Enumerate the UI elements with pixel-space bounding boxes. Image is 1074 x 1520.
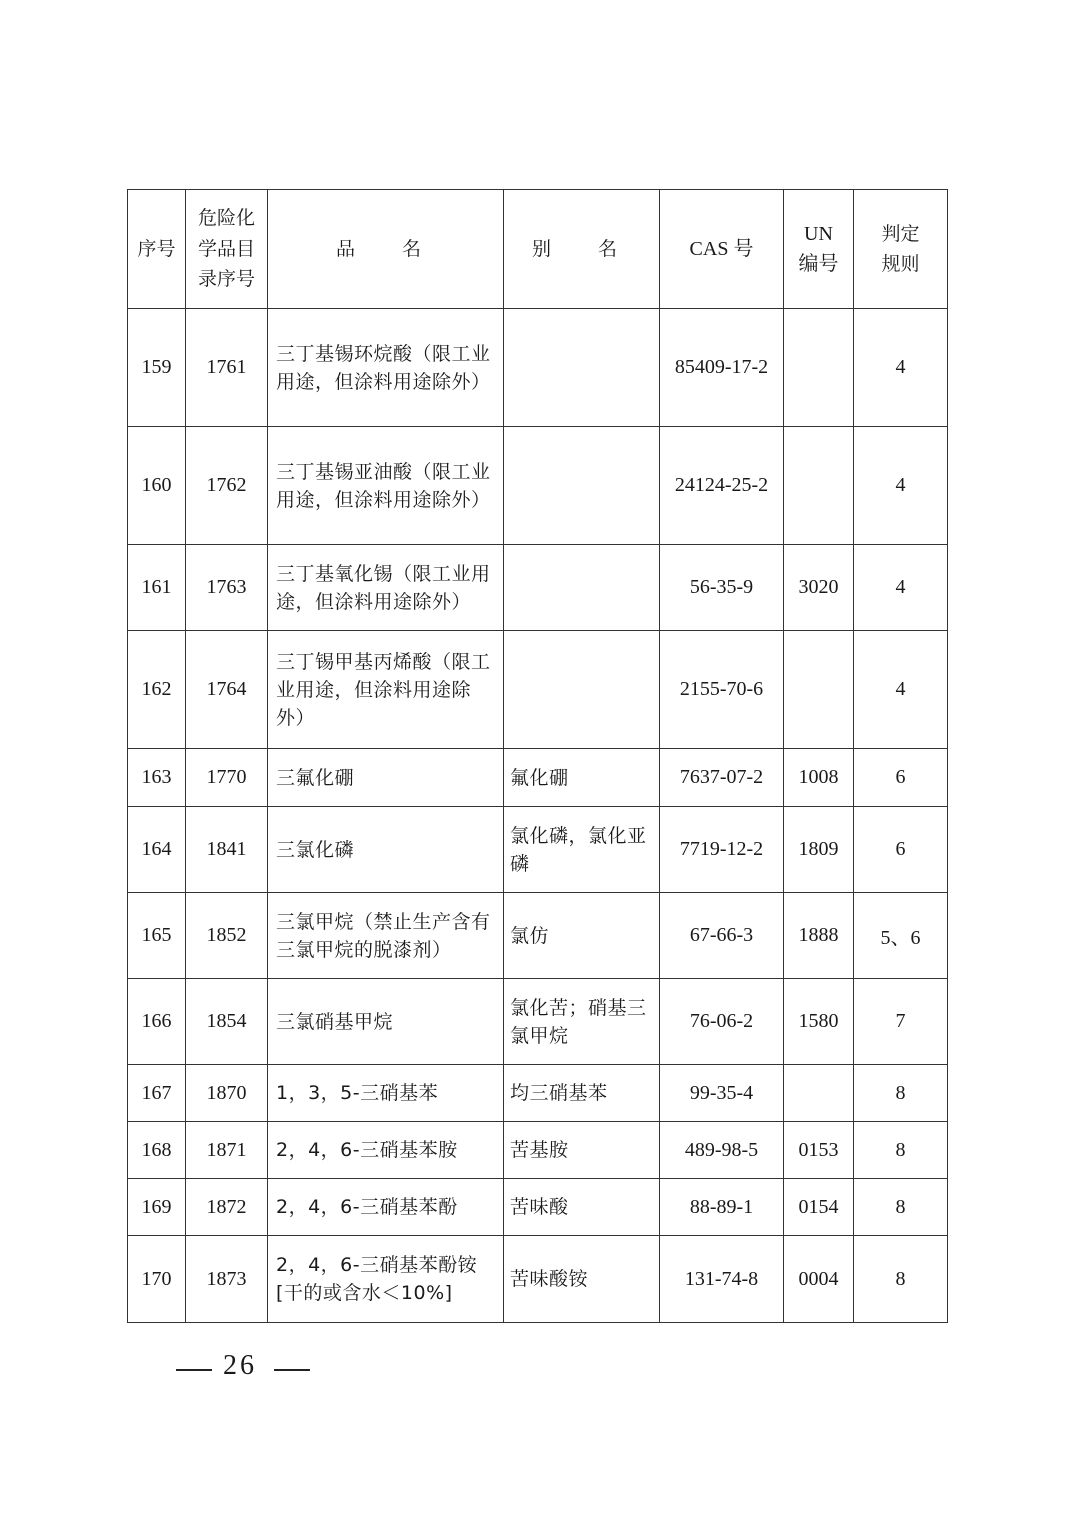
cell-alias: 苦味酸铵 [504,1236,660,1323]
cell-name: 三氯硝基甲烷 [268,979,504,1065]
cell-rule: 8 [854,1236,948,1323]
table-row [128,1122,948,1179]
cell-name: 三氟化硼 [268,749,504,807]
cell-name: 三丁锡甲基丙烯酸（限工业用途，但涂料用途除外） [268,631,504,749]
cell-cas: 7637-07-2 [660,749,784,807]
cell-rule: 5、6 [854,893,948,979]
cell-alias: 氯仿 [504,893,660,979]
cell-cas: 7719-12-2 [660,807,784,893]
table-row [128,979,948,1065]
cell-name: 三丁基锡环烷酸（限工业用途，但涂料用途除外） [268,309,504,427]
table-row [128,545,948,631]
cell-alias: 均三硝基苯 [504,1065,660,1122]
cell-cas: 76-06-2 [660,979,784,1065]
cell-seq: 165 [128,893,186,979]
header-row [128,190,948,309]
cell-un: 3020 [784,545,854,631]
cell-name: 1，3，5-三硝基苯 [268,1065,504,1122]
table-row [128,1065,948,1122]
cell-cas: 56-35-9 [660,545,784,631]
cell-alias: 氯化苦；硝基三氯甲烷 [504,979,660,1065]
cell-alias: 氯化磷，氯化亚磷 [504,807,660,893]
header-cas-number: CAS 号 [660,190,784,309]
table-row [128,309,948,427]
cell-rule: 8 [854,1065,948,1122]
cell-rule: 4 [854,545,948,631]
cell-rule: 7 [854,979,948,1065]
table-row [128,807,948,893]
cell-catalog: 1872 [186,1179,268,1236]
table-row [128,427,948,545]
hazardous-chemicals-table-container [127,189,947,1323]
cell-cas: 2155-70-6 [660,631,784,749]
cell-un [784,1065,854,1122]
header-seq: 序号 [128,190,186,309]
cell-un: 1008 [784,749,854,807]
cell-un: 0154 [784,1179,854,1236]
cell-seq: 169 [128,1179,186,1236]
cell-un [784,427,854,545]
page-footer [170,1350,310,1390]
cell-seq: 167 [128,1065,186,1122]
header-product-name-text: 品 名 [335,237,435,260]
cell-un: 0004 [784,1236,854,1323]
cell-cas: 85409-17-2 [660,309,784,427]
cell-un: 0153 [784,1122,854,1179]
cell-seq: 170 [128,1236,186,1323]
cell-seq: 160 [128,427,186,545]
cell-catalog: 1871 [186,1122,268,1179]
cell-alias [504,545,660,631]
cell-catalog: 1770 [186,749,268,807]
cell-cas: 489-98-5 [660,1122,784,1179]
cell-un [784,309,854,427]
cell-catalog: 1852 [186,893,268,979]
cell-alias [504,631,660,749]
table-row [128,749,948,807]
cell-cas: 88-89-1 [660,1179,784,1236]
cell-name: 2，4，6-三硝基苯酚铵[干的或含水＜10%] [268,1236,504,1323]
cell-catalog: 1854 [186,979,268,1065]
cell-seq: 162 [128,631,186,749]
cell-catalog: 1764 [186,631,268,749]
table-row [128,1179,948,1236]
cell-name: 三氯化磷 [268,807,504,893]
table-row [128,1236,948,1323]
cell-name: 三丁基氧化锡（限工业用途，但涂料用途除外） [268,545,504,631]
page-number: 26 [223,1350,257,1381]
cell-rule: 6 [854,749,948,807]
cell-un: 1580 [784,979,854,1065]
cell-rule: 4 [854,309,948,427]
hazardous-chemicals-table [127,189,948,1323]
cell-alias: 苦味酸 [504,1179,660,1236]
header-alias-text: 别 名 [531,237,631,260]
cell-alias: 氟化硼 [504,749,660,807]
cell-catalog: 1762 [186,427,268,545]
header-catalog-seq: 危险化学品目录序号 [186,190,268,309]
cell-alias [504,427,660,545]
cell-alias [504,309,660,427]
footer-dash-left [176,1369,212,1371]
header-rule: 判定规则 [854,190,948,309]
cell-seq: 163 [128,749,186,807]
cell-seq: 164 [128,807,186,893]
header-product-name [268,190,504,309]
cell-un [784,631,854,749]
cell-seq: 159 [128,309,186,427]
cell-rule: 4 [854,631,948,749]
cell-rule: 8 [854,1122,948,1179]
cell-rule: 8 [854,1179,948,1236]
cell-cas: 131-74-8 [660,1236,784,1323]
header-un-number: UN 编号 [784,190,854,309]
cell-name: 三氯甲烷（禁止生产含有三氯甲烷的脱漆剂） [268,893,504,979]
cell-cas: 67-66-3 [660,893,784,979]
cell-un: 1809 [784,807,854,893]
cell-catalog: 1763 [186,545,268,631]
cell-seq: 168 [128,1122,186,1179]
cell-catalog: 1841 [186,807,268,893]
cell-rule: 4 [854,427,948,545]
table-row [128,893,948,979]
cell-catalog: 1761 [186,309,268,427]
cell-catalog: 1873 [186,1236,268,1323]
cell-catalog: 1870 [186,1065,268,1122]
cell-name: 2，4，6-三硝基苯酚 [268,1179,504,1236]
cell-name: 2，4，6-三硝基苯胺 [268,1122,504,1179]
cell-un: 1888 [784,893,854,979]
cell-name: 三丁基锡亚油酸（限工业用途，但涂料用途除外） [268,427,504,545]
table-row [128,631,948,749]
cell-cas: 99-35-4 [660,1065,784,1122]
cell-alias: 苦基胺 [504,1122,660,1179]
cell-seq: 161 [128,545,186,631]
cell-rule: 6 [854,807,948,893]
footer-dash-right [274,1369,310,1371]
cell-cas: 24124-25-2 [660,427,784,545]
header-alias [504,190,660,309]
cell-seq: 166 [128,979,186,1065]
